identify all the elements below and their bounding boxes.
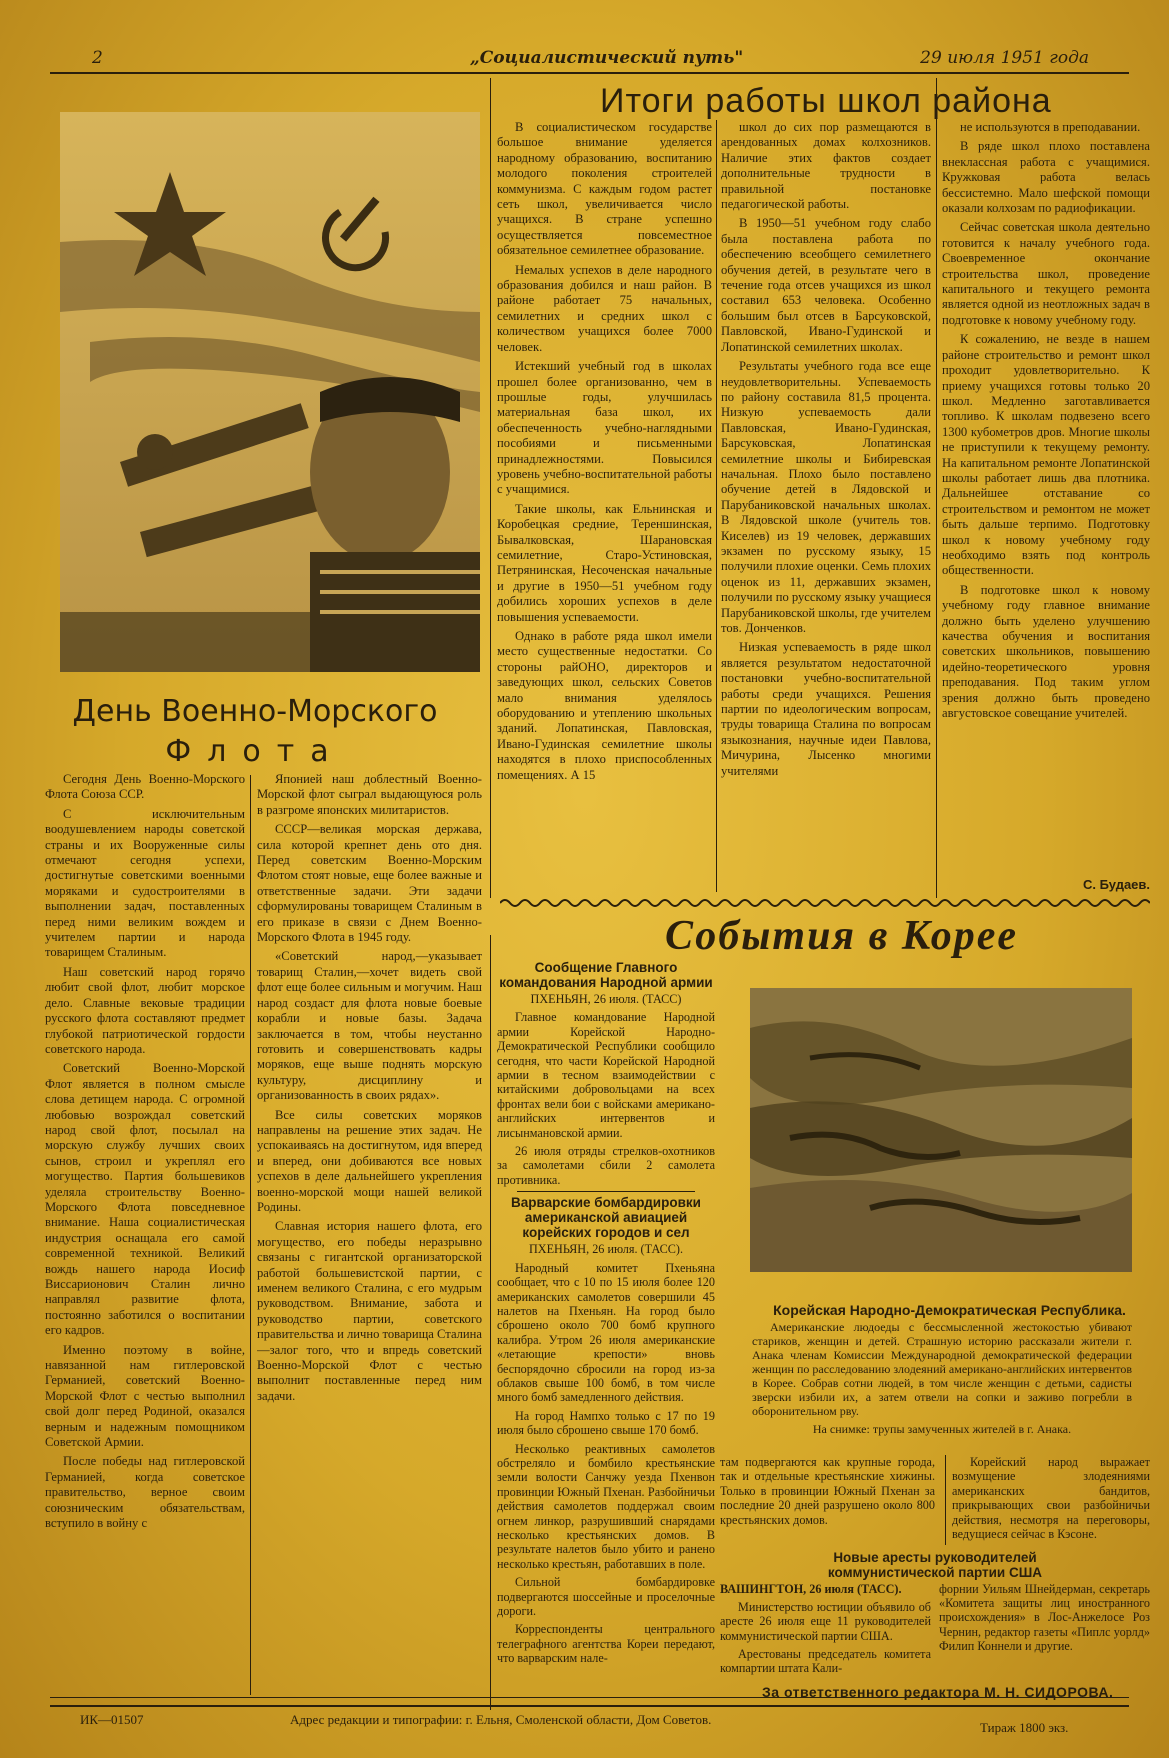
column-divider — [945, 1455, 946, 1545]
paragraph: С исключительным воодушевлением народы советской страны и их Вооруженные силы отмечают сегодня успехи, достигнутые советскими военными моряками и судостроителями в выполнении задач, поставленных перед ними великим вождем и учителем партии и народа товарищем Сталиным. — [45, 806, 245, 960]
schools-title: Итоги работы школ района — [600, 82, 1052, 120]
korea-protest — [952, 1455, 1150, 1545]
paragraph: Немалых успехов в деле народного образования добился и наш район. В районе работает 75 начальных, семилетних и средних школ с количеством учащихся более 7000 человек. — [497, 262, 712, 354]
newspaper-name: „Социалистический путь" — [470, 48, 744, 68]
navy-title-line1: День Военно-Морского — [72, 694, 438, 729]
footer-rule — [50, 1705, 1129, 1707]
paragraph: Арестованы председатель комитета компартии штата Кали- — [720, 1646, 931, 1676]
sailor-illustration — [60, 112, 480, 672]
paragraph: Сегодня День Военно-Морского Флота Союза ССР. — [45, 772, 245, 802]
divider — [517, 1191, 695, 1192]
paragraph: Главное командование Народной армии Корейской Народно-Демократической Республики сообщило сегодня, что части Корейской Народной армии в тесном взаимодействии с китайскими добровольцами на всех фронтах вели бои с войсками американо-английских интервентов и лисынмановской армии. — [497, 1010, 715, 1140]
paragraph: Сейчас советская школа деятельно готовится к началу учебного года. Своевременное окончание строительства школ, проведение капитального и текущего ремонта является одной из неотложных задач в подготовке к новому учебному году. — [942, 220, 1150, 327]
paragraph: там подвергаются как крупные города, так и отдельные крестьянские хижины. Только в провинции Южный Пхенан за последние 20 дней разрушено около 800 крестьянских домов. — [720, 1455, 935, 1527]
korea-msg2-continued — [720, 1455, 935, 1545]
korea-msg1-dateline: ПХЕНЬЯН, 26 июля. (ТАСС) — [530, 992, 682, 1006]
navy-poster-image — [60, 112, 480, 672]
schools-col2 — [721, 120, 931, 892]
korea-photo-image — [750, 988, 1132, 1272]
paragraph: Наш советский народ горячо любит свой флот, любит морское дело. Славные вековые традиции русского флота составляют предмет глубокой патриотической гордости советского народа. — [45, 964, 245, 1056]
paragraph: На город Нампхо только с 17 по 19 июля было сброшено свыше 170 бомб. — [497, 1408, 715, 1438]
paragraph: Именно поэтому в войне, навязанной нам гитлеровской Германией, советский Военно-Морской Флот с честью выполнил свой долг перед Родиной, оказался верным и надежным помощником Советской Армии. — [45, 1342, 245, 1450]
korea-reports-col — [497, 958, 715, 1713]
paragraph: Все силы советских моряков направлены на решение этих задач. Не успокаиваясь на достигнутом, идя вперед и вперед, они добиваются все новых успехов в деле дальнейшего укрепления военно-морской мощи нашей великой Родины. — [257, 1107, 482, 1214]
paragraph: Сильной бомбардировке подвергаются шоссейные и проселочные дороги. — [497, 1575, 715, 1619]
section-divider — [500, 897, 1150, 909]
korea-msg2-dateline: ПХЕНЬЯН, 26 июля. (ТАСС). — [528, 1242, 683, 1257]
navy-day-title — [45, 692, 465, 772]
paragraph: Корейский народ выражает возмущение злодеяниями американских бандитов, прикрывающих свои разбойничьи действия, несмотря на переговоры, ведущиеся сейчас в Кэсоне. — [952, 1455, 1150, 1542]
paragraph: Такие школы, как Ельнинская и Коробецкая средние, Тереншинская, Бывалковская, Шарановская семилетние, Старо-Устиновская, Петрянинская, Несоченская начальные и другие в 1950—51 учебном году добились хороших успехов в деле повышения успеваемости. — [497, 501, 712, 624]
paragraph: Корреспонденты центрального телеграфного агентства Кореи передают, что варварским нале- — [497, 1622, 715, 1666]
header-rule — [50, 72, 1129, 74]
schools-col1 — [497, 120, 712, 892]
editorial-address: Адрес редакции и типографии: г. Ельня, Смоленской области, Дом Советов. — [290, 1712, 712, 1727]
navy-article-col2 — [257, 772, 482, 1702]
caption-note: На снимке: трупы замученных жителей в г. Анака. — [812, 1422, 1072, 1436]
paragraph: Однако в работе ряда школ имели место существенные недостатки. Со стороны райОНО, директоров и заведующих школ, сельских Советов мало внимания уделялось оборудованию и утеплению школьных зданий. Лопатинская, Павловская, Ивано-Гудинская семилетние школы находятся в плохо приспособленных помещениях. А 15 — [497, 629, 712, 782]
korea-msg1-title: Сообщение Главного командования Народной армии — [499, 960, 713, 990]
paragraph: школ до сих пор размещаются в арендованных домах колхозников. Наличие этих фактов создает дополнительные трудности в правильной постановке педагогической работы. — [721, 120, 931, 212]
navy-article-col1 — [45, 772, 245, 1702]
schools-signature: С. Будаев. — [1083, 877, 1151, 892]
paragraph: Результаты учебного года все еще неудовлетворительны. Успеваемость по району составила 81,5 процента. Низкую успеваемость дали Павловская, Ивано-Гудинская, Барсуковская, Лопатинская семилетние школы и Бибиревская начальная. Плохо было поставлено обучение детей в Лядовской и Парубаниковской начальных школах. В Лядовской школе (учитель тов. Киселев) из 19 человек, державших экзамен по русскому языку, 15 получили плохие оценки. Семь плохих оценок из 11, державших экзамен, получили по русскому языку учащиеся Парубаниковской школы, где учителем тов. Донченков. — [721, 359, 931, 635]
korea-photo-title: Корейская Народно-Демократическая Республика. — [773, 1302, 1126, 1318]
usa-arrests-article — [720, 1548, 1150, 1683]
paragraph: не используются в преподавании. — [960, 120, 1141, 134]
paragraph: Японией наш доблестный Военно-Морской флот сыграл выдающуюся роль в разгроме японских милитаристов. — [257, 772, 482, 817]
paragraph: Истекший учебный год в школах прошел более организованно, чем в прошлые годы, улучшилась материальная база школ, их обеспеченность учебно-наглядными пособиями и письменными принадлежностями. Повысился уровень учебно-воспитательной работы с учащимися. — [497, 359, 712, 497]
paragraph: В 1950—51 учебном году слабо была поставлена работа по обеспечению всеобщего семилетнего обучения детей, в результате чего в течение года отсев учащихся из школ составил 653 человека. Особенно большим был отсев в Барсуковской, Павловской, Ивано-Гудинской и Лопатинской семилетних школах. — [721, 216, 931, 354]
paragraph: 26 июля отряды стрелков-охотников за самолетами сбили 2 самолета противника. — [497, 1144, 715, 1187]
column-divider — [936, 78, 937, 898]
navy-title-line2: Флота — [165, 734, 345, 769]
paragraph: В подготовке школ к новому учебному году главное внимание должно быть уделено улучшению качества обучения и воспитания советских школьников, повышению идейно-теоретического уровня преподавания. Под таким углом зрения должно быть проведено августовское совещание учителей. — [942, 582, 1150, 721]
paragraph: Славная история нашего флота, его могущество, его победы неразрывно связаны с гигантской организаторской работой большевистской партии, с именем великого Сталина, с его мудрым руководством. Внимание, забота и руководство партии, советского правительства и лично товарища Сталина—залог того, что и впредь советский Военно-Морской Флот с честью выполнит поставленные перед ним задачи. — [257, 1219, 482, 1403]
korea-msg2-title: Варварские бомбардировки американской авиацией корейских городов и сел — [511, 1195, 701, 1241]
print-code: ИК—01507 — [80, 1712, 144, 1727]
usa-title: Новые аресты руководителей коммунистической партии США — [827, 1550, 1043, 1580]
paragraph: В ряде школ плохо поставлена внеклассная работа с учащимися. Кружковая работа велась бессистемно. Мало шефской помощи оказали колхозам по радиофикации. — [942, 139, 1150, 216]
column-divider — [250, 775, 251, 1695]
paragraph: После победы над гитлеровской Германией, когда советское правительство, верное своим союзническим обязательствам, вступило в войну с — [45, 1454, 245, 1531]
korea-photo — [750, 988, 1132, 1272]
korea-title: События в Корее — [665, 913, 1018, 959]
page-header — [50, 48, 1129, 74]
paragraph: Советский Военно-Морской Флот является в полном смысле слова детищем народа. С огромной любовью возрождал советский народ свой флот, посылал на морскую службу лучших своих сынов, строил и укреплял его могущество. Партия большевиков уделяла строительству Военно-Морского Флота повседневное внимание. Наша социалистическая индустрия оснащала его самой современной техникой. Великий вождь нашего народа Иосиф Виссарионович Сталин лично направлял развитие флота, постоянно заботился о воспитании его кадров. — [45, 1061, 245, 1338]
korea-photo-caption — [752, 1320, 1132, 1440]
issue-date: 29 июля 1951 года — [920, 48, 1089, 68]
paragraph: Низкая успеваемость в ряде школ является результатом недостаточной постановки учебно-воспитательной работы среди учащихся. Решения партии по идеологическим вопросам, труды товарища Сталина по вопросам языкознания, научные идеи Павлова, Мичурина, Лысенко многими учителями — [721, 640, 931, 778]
column-divider — [490, 78, 491, 898]
caption-text: Американские людоеды с бессмысленной жестокостью убивают стариков, женщин и детей. Страшную историю рассказали жители г. Анака членам Комиссии Международной демократической федерации женщин по расследованию злодеяний американо-английских интервентов в Корее. Собрав сотни людей, в том числе женщин с детьми, садисты зверски избили их, а затем отвели на сопки и заживо погребли в оборонительном рву. — [752, 1320, 1132, 1418]
column-divider — [716, 120, 717, 892]
paragraph: К сожалению, не везде в нашем районе строительство и ремонт школ проходит удовлетворительно. К приему учащихся готовы только 20 школ. Медленно заготавливается топливо. К школам подвезено всего 1300 кубометров дров. Многие школы не приступили к текущему ремонту. На капитальном ремонте Лопатинской школы работает лишь два плотника. Дальнейшее отставание со строительством и ремонтом не может быть дальше терпимо. Подготовку школ к новому учебному году необходимо взять под контроль общественности. — [942, 332, 1150, 578]
usa-dateline: ВАШИНГТОН, 26 июля (ТАСС). — [720, 1582, 902, 1596]
paragraph: «Советский народ,—указывает товарищ Сталин,—хочет видеть свой флот еще более сильным и могучим. Наш народ создаст для флота новые боевые корабли и новые базы. Задача заключается в том, чтобы неустанно готовить и совершенствовать кадры моряков, еще выше поднять морскую культуру, дисциплину и организованность в своих рядах». — [257, 949, 482, 1103]
paragraph: Народный комитет Пхеньяна сообщает, что с 10 по 15 июля более 120 американских самолетов совершили 45 налетов на Пхеньян. На город было сброшено около 700 бомб крупного калибра. Утром 26 июля американские «летающие крепости» вновь беспорядочно сбросили на город из-за облаков свыше 100 бомб, в том числе много бомб замедленного действия. — [497, 1260, 715, 1405]
paragraph: форнии Уильям Шнейдерман, секретарь «Комитета защиты лиц иностранного происхождения» в Лос-Анжелосе Роз Чернин, редактор газеты «Пиплс уорлд» Филип Коннели и другие. — [939, 1582, 1150, 1653]
page-number: 2 — [92, 48, 103, 68]
paragraph: СССР—великая морская держава, сила которой крепнет день ото дня. Перед советским Военно-Морским Флотом стоят новые, еще более важные и ответственные задачи. Эти задачи сформулированы товарищем Сталиным в его приказе в связи с Днем Военно-Морского Флота в 1945 году. — [257, 822, 482, 945]
schools-col3 — [942, 120, 1150, 872]
paragraph: Несколько реактивных самолетов обстреляло и бомбило крестьянские земли волости Санчжу уезда Пхенвон провинции Южный Пхенан. Разбойничьи действия самолетов поддержал своим огнем линкор, разрушивший снарядами несколько крестьянских домов. В результате налетов было убито и ранено несколько крестьян, работавших в поле. — [497, 1441, 715, 1571]
paragraph: В социалистическом государстве большое внимание уделяется народному образованию, воспитанию молодого поколения строителей коммунизма. С каждым годом растет сеть школ, увеличивается число учащихся. В стране успешно осуществляется повсеместное обязательное семилетнее образование. — [497, 120, 712, 258]
circulation: Тираж 1800 экз. — [980, 1720, 1069, 1735]
editor-line: За ответственного редактора М. Н. СИДОРОВА. — [762, 1684, 1114, 1700]
paragraph: Министерство юстиции объявило об аресте 26 июля еще 11 руководителей коммунистической партии США. — [720, 1600, 931, 1643]
column-divider — [490, 935, 491, 1710]
